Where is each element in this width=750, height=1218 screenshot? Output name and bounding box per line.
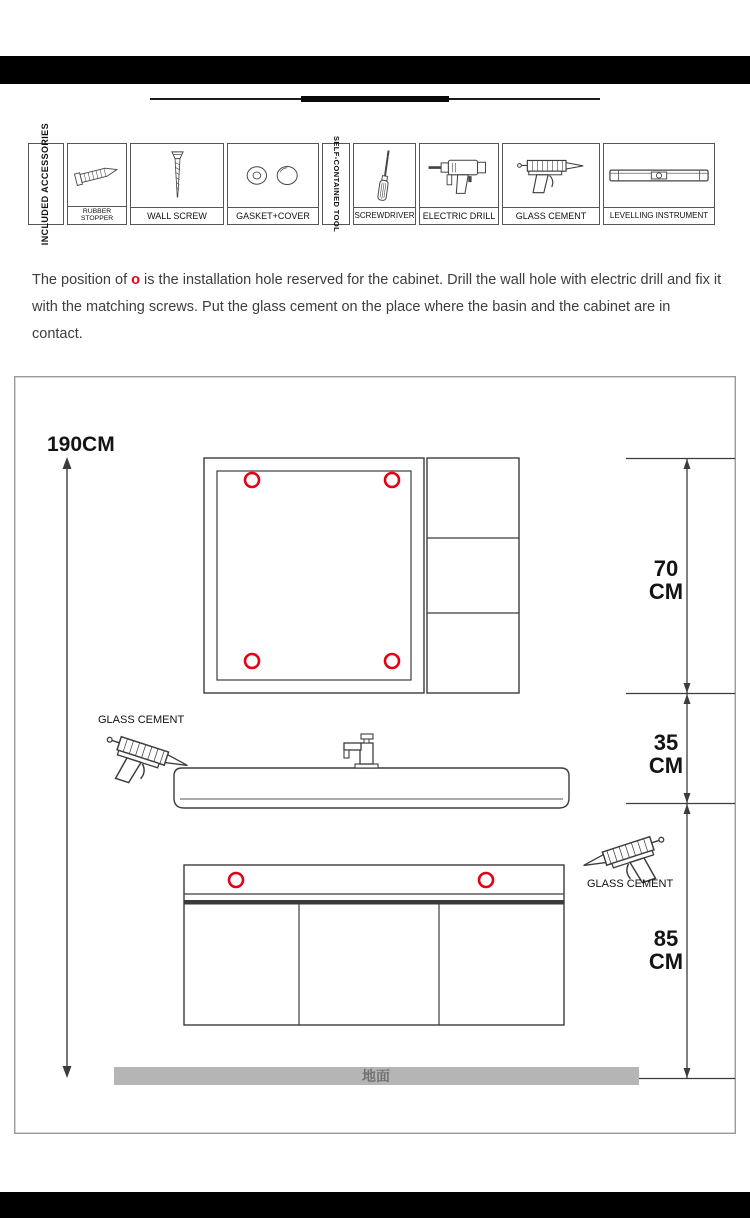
instructions-text	[32, 267, 722, 348]
installation-hole	[245, 473, 259, 487]
accessory-screwdriver	[353, 143, 416, 225]
accessory-label: GLASS CEMENT	[503, 207, 599, 224]
mirror-height-unit: CM	[648, 579, 684, 604]
accessory-glass-cement	[502, 143, 600, 225]
glass-cement-left-label: GLASS CEMENT	[98, 714, 185, 726]
mirror-height-dimension	[649, 556, 683, 604]
top-black-bar	[0, 56, 750, 84]
floor	[114, 1067, 639, 1085]
accessory-electric-drill	[419, 143, 499, 225]
hole-marker: o	[131, 272, 141, 288]
side-shelf-cabinet	[427, 458, 519, 693]
basin-height-dimension	[649, 730, 683, 778]
accessory-label: LEVELLING INSTRUMENT	[604, 207, 714, 224]
installation-hole	[245, 654, 259, 668]
accessory-label: WALL SCREW	[131, 207, 223, 224]
basin-height-value: 35	[653, 730, 679, 755]
basin	[174, 734, 569, 808]
wall-screw-icon	[131, 144, 223, 207]
title-underline-thick	[301, 96, 449, 102]
mirror-height-value: 70	[653, 556, 679, 581]
rubber-stopper-icon	[68, 144, 126, 206]
total-height-label: 190CM	[47, 433, 115, 456]
basin-height-unit: CM	[648, 753, 684, 778]
accessory-label: RUBBER STOPPER	[68, 206, 126, 224]
levelling-instrument-icon	[604, 144, 714, 207]
accessory-wall-screw	[130, 143, 224, 225]
installation-hole	[479, 873, 493, 887]
electric-drill-icon	[420, 144, 498, 207]
instructions-before-marker: The position of	[32, 272, 128, 288]
title-underline	[150, 95, 600, 103]
installation-hole	[385, 473, 399, 487]
glass-cement-gun-icon	[503, 144, 599, 207]
bottom-black-bar	[0, 1192, 750, 1218]
faucet-icon	[344, 734, 378, 768]
accessory-levelling-instrument	[603, 143, 715, 225]
accessory-label: SCREWDRIVER	[354, 207, 415, 224]
gasket-cover-icon	[228, 144, 318, 207]
accessory-label: ELECTRIC DRILL	[420, 207, 498, 224]
bottom-cabinet	[184, 865, 564, 1025]
cabinet-height-value: 85	[653, 926, 679, 951]
left-dimension-line	[63, 457, 72, 1078]
cabinet-handle-rail	[184, 900, 564, 905]
instructions-after-marker: is the installation hole reserved for the cabinet. Drill the wall hole with electric drill and fix it with the matching screws. Put the glass cement on the place where the basin and the cabinet are in contact.	[32, 272, 722, 342]
installation-hole	[229, 873, 243, 887]
floor-label: 地面	[362, 1068, 390, 1084]
screwdriver-icon	[354, 144, 415, 207]
installation-hole	[385, 654, 399, 668]
self-contained-tool-header	[322, 135, 350, 233]
glass-cement-right-label: GLASS CEMENT	[587, 878, 674, 890]
included-accessories-label: INCLUDED ACCESSORIES	[40, 122, 51, 246]
accessories-table	[28, 122, 750, 246]
accessory-gasket-cover	[227, 143, 319, 225]
included-accessories-header	[28, 122, 64, 246]
installation-diagram-svg	[14, 376, 736, 1134]
installation-diagram	[14, 376, 736, 1134]
self-contained-tool-label: SELF-CONTAINED TOOL	[331, 135, 341, 233]
glass-cement-right	[581, 833, 674, 898]
mirror-cabinet	[204, 458, 424, 693]
accessory-label: GASKET+COVER	[228, 207, 318, 224]
cabinet-height-dimension	[649, 926, 683, 974]
accessory-rubber-stopper	[67, 143, 127, 225]
cabinet-height-unit: CM	[648, 949, 684, 974]
